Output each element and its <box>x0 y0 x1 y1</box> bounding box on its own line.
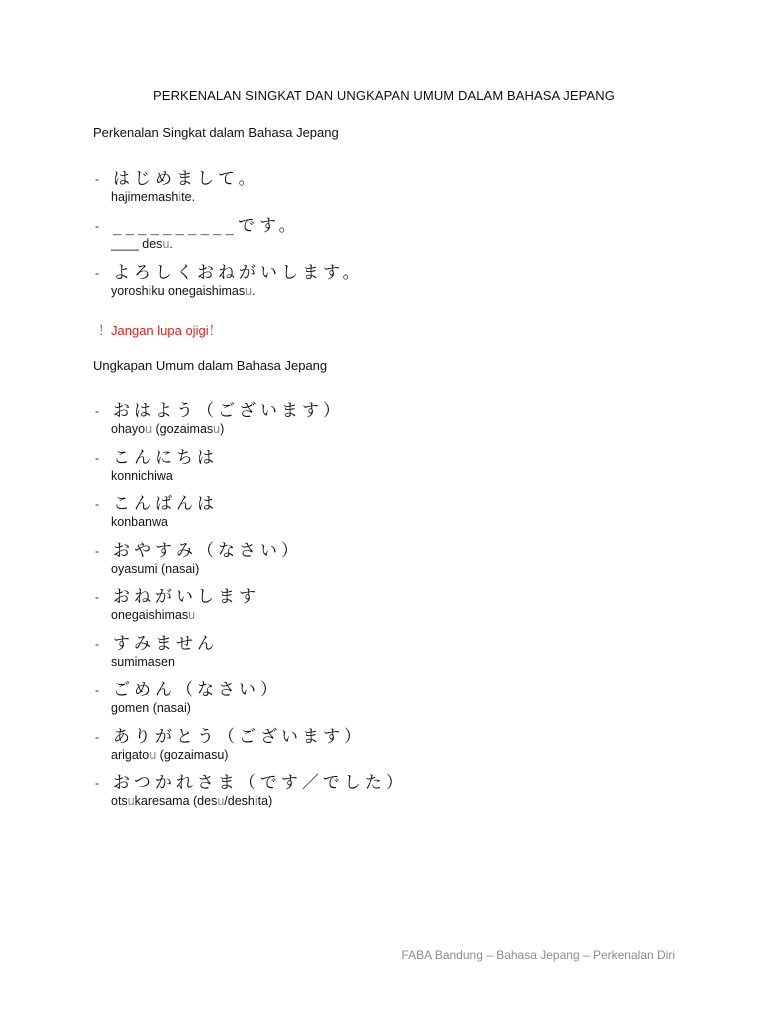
romaji-segment: arigato <box>111 747 150 762</box>
romaji-segment: ohayo <box>111 422 146 436</box>
romaji-segment: (gozaimas <box>152 422 214 436</box>
page-title: PERKENALAN SINGKAT DAN UNGKAPAN UMUM DALAM BAHASA JEPANG <box>153 88 615 103</box>
romaji-segment: konbanwa <box>111 515 168 529</box>
list-marker: - <box>95 590 99 604</box>
list-marker: - <box>95 543 99 558</box>
japanese-phrase: __________です。 <box>113 216 300 236</box>
romaji-segment: oyasumi (nasai) <box>111 561 200 576</box>
romaji-segment: sumimasen <box>111 654 175 669</box>
romaji-reading <box>111 469 173 483</box>
list-marker: - <box>95 497 99 511</box>
japanese-phrase: ごめん（なさい） <box>113 680 281 700</box>
romaji-reading <box>111 237 173 251</box>
list-marker: - <box>95 450 99 465</box>
japanese-phrase: ありがとう（ございます） <box>113 726 365 747</box>
romaji-silent-vowel: u <box>188 608 196 622</box>
romaji-segment: /desh <box>224 794 255 808</box>
romaji-reading <box>111 794 272 808</box>
list-marker: - <box>95 683 99 697</box>
romaji-silent-vowel: i <box>148 284 152 298</box>
list-marker: - <box>95 776 99 790</box>
japanese-phrase: おねがいします <box>113 587 260 607</box>
romaji-segment: ku onegaishimas <box>151 284 246 298</box>
romaji-silent-vowel: u <box>149 747 157 762</box>
romaji-silent-vowel: i <box>178 190 182 204</box>
japanese-phrase: おはよう（ございます） <box>113 401 344 421</box>
romaji-segment: (gozaimasu) <box>156 747 229 762</box>
section-heading-intro: Perkenalan Singkat dalam Bahasa Jepang <box>93 125 339 140</box>
romaji-silent-vowel: u <box>245 284 253 298</box>
romaji-segment: hajimemash <box>111 190 179 204</box>
japanese-phrase: こんにちは <box>113 447 218 468</box>
japanese-phrase: おやすみ（なさい） <box>113 540 302 561</box>
romaji-segment: gomen (nasai) <box>111 701 191 715</box>
romaji-silent-vowel: u <box>162 237 170 251</box>
romaji-silent-vowel: u <box>213 422 221 436</box>
page-footer: FABA Bandung – Bahasa Jepang – Perkenalan Diri <box>401 948 675 962</box>
list-marker: - <box>95 404 99 418</box>
japanese-phrase: おつかれさま（です／でした） <box>113 773 407 793</box>
romaji-reading <box>111 190 195 204</box>
romaji-segment: karesama (des <box>134 794 218 808</box>
romaji-silent-vowel: u <box>217 794 225 808</box>
romaji-reading <box>111 562 199 576</box>
japanese-phrase: よろしくおねがいします。 <box>113 263 364 283</box>
romaji-segment: . <box>169 237 173 251</box>
romaji-silent-vowel: u <box>127 794 135 808</box>
romaji-reading <box>111 748 228 762</box>
list-marker: - <box>95 636 99 651</box>
romaji-reading <box>111 608 195 622</box>
japanese-phrase: こんばんは <box>113 494 218 514</box>
japanese-phrase: はじめまして。 <box>113 169 260 189</box>
romaji-segment: konnichiwa <box>111 468 173 483</box>
romaji-segment: ) <box>220 422 225 436</box>
romaji-reading <box>111 422 224 436</box>
ojigi-note: ！Jangan lupa ojigi！ <box>98 323 222 338</box>
romaji-segment: . <box>252 284 256 298</box>
romaji-reading <box>111 655 175 669</box>
romaji-silent-vowel: i <box>254 794 258 808</box>
romaji-segment: onegaishimas <box>111 608 189 622</box>
romaji-segment: yorosh <box>111 284 149 298</box>
romaji-reading <box>111 284 256 298</box>
romaji-segment: ____ des <box>111 237 163 251</box>
romaji-segment: te. <box>181 190 196 204</box>
romaji-silent-vowel: u <box>145 422 153 436</box>
list-marker: - <box>95 729 99 744</box>
list-marker: - <box>95 266 99 280</box>
list-marker: - <box>95 219 99 233</box>
list-marker: - <box>95 172 99 186</box>
section-heading-common: Ungkapan Umum dalam Bahasa Jepang <box>93 358 328 373</box>
romaji-segment: ta) <box>257 794 273 808</box>
romaji-reading <box>111 701 191 715</box>
romaji-reading <box>111 515 168 529</box>
japanese-phrase: すみません <box>113 633 218 654</box>
romaji-segment: ots <box>111 794 128 808</box>
